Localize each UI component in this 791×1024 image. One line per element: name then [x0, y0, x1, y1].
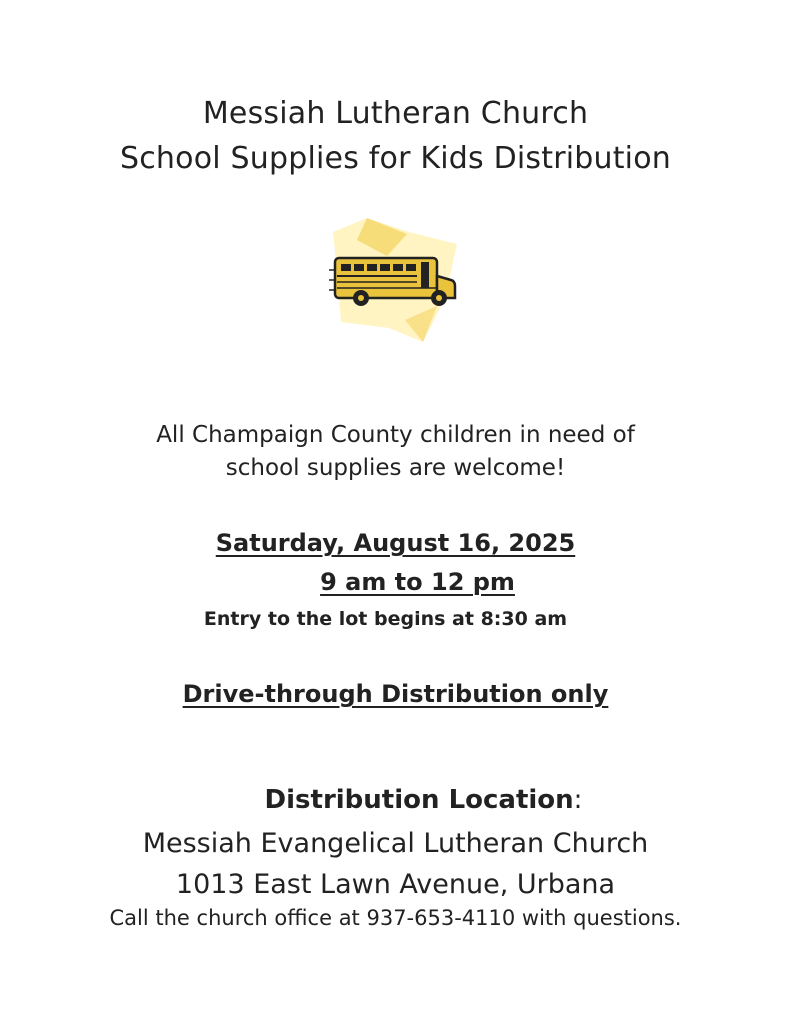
school-bus-icon — [327, 210, 463, 346]
event-date: Saturday, August 16, 2025 — [215, 529, 576, 557]
welcome-line-2: school supplies are welcome! — [225, 455, 566, 481]
distribution-format: Drive-through Distribution only — [182, 680, 609, 708]
location-heading-text: Distribution Location — [264, 785, 574, 815]
location-heading-colon: : — [573, 785, 583, 815]
location-name: Messiah Evangelical Lutheran Church — [142, 828, 649, 859]
location-address: 1013 East Lawn Avenue, Urbana — [175, 869, 616, 900]
contact-note: Call the church office at 937-653-4110 with questions. — [109, 906, 682, 930]
welcome-line-1: All Champaign County children in need of — [156, 422, 635, 448]
church-name: Messiah Lutheran Church — [202, 96, 589, 131]
entry-note: Entry to the lot begins at 8:30 am — [203, 608, 568, 630]
event-time: 9 am to 12 pm — [320, 568, 515, 596]
event-title: School Supplies for Kids Distribution — [120, 141, 671, 176]
location-heading — [28, 785, 791, 815]
